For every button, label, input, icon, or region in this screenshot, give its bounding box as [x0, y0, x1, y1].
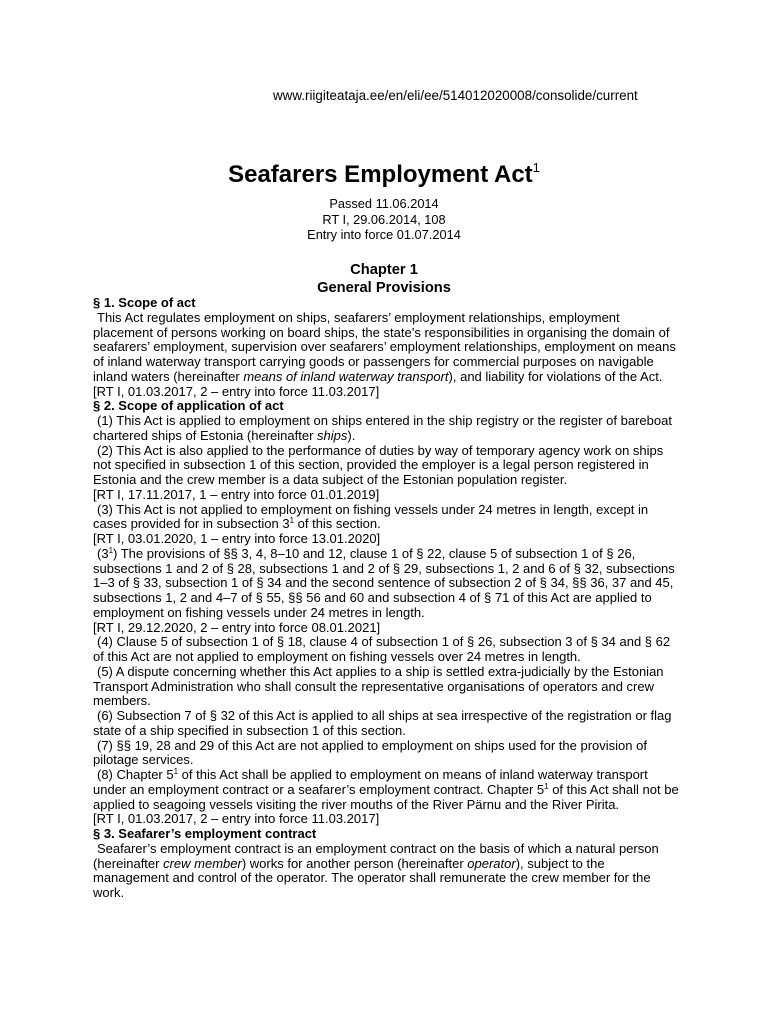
subsection-4: (4) Clause 5 of subsection 1 of § 18, clause 4 of subsection 1 of § 26, subsection 3 of § 34 and § 62 of this Act are not applied to employment on fishing vessels over 24 metres in length.	[93, 634, 671, 664]
amendment-note: [RT I, 01.03.2017, 2 – entry into force 11.03.2017]	[93, 383, 380, 399]
subsection-7: (7) §§ 19, 28 and 29 of this Act are not applied to employment on ships used for the provision of pilotage services.	[93, 737, 647, 768]
document-meta	[0, 196, 768, 243]
subsection-3: (3) This Act is not applied to employment on fishing vessels under 24 metres in length, except in cases provided for in subsection $3^1$ of this section.	[93, 501, 649, 532]
chapter-number: Chapter 1	[350, 262, 418, 278]
entry-into-force: Entry into force 01.07.2014	[307, 227, 461, 242]
section-1-heading: § 1. Scope of act	[93, 295, 196, 310]
source-url[interactable]: www.riigiteataja.ee/en/eli/ee/514012020008/consolide/current	[273, 88, 638, 103]
chapter-heading	[0, 261, 768, 297]
amendment-note: [RT I, 17.11.2017, 1 – entry into force 01.01.2019]	[93, 486, 380, 502]
section-2-heading: § 2. Scope of application of act	[93, 398, 284, 414]
subsection-3-1: $(3^1)$ The provisions of §§ 3, 4, 8–10 and 12, clause 1 of § 22, clause 5 of subsection 1 of § 26, subsections 1 and 2 of § 28, subsections 1 and 2 of § 29, subsections 1, 2 and 6 of § 32, subsections 1–3 of § 33, subsection 1 of § 34 and the second sentence of subsection 2 of § 34, §§ 36, 37 and 45, subsections 1, 2 and 4–7 of § 55, §§ 56 and 60 and subsection 4 of § 71 of this Act are applied to employment on fishing vessels under 24 metres in length.	[93, 545, 675, 620]
subsection-6: (6) Subsection 7 of § 32 of this Act is applied to all ships at sea irrespective of the registration or flag state of a ship specified in subsection 1 of this section.	[93, 708, 672, 738]
title-footnote-mark: 1	[532, 160, 540, 175]
subsection-5: (5) A dispute concerning whether this Act applies to a ship is settled extra-judicially by the Estonian Transport Administration who shall consult the representative organisations of operators and crew members.	[93, 663, 664, 709]
document-title	[0, 159, 768, 191]
section-3-heading: § 3. Seafarer’s employment contract	[93, 826, 317, 841]
passed-date: Passed 11.06.2014	[329, 196, 439, 211]
amendment-note: [RT I, 03.01.2020, 1 – entry into force 13.01.2020]	[93, 531, 381, 546]
section-1-body: This Act regulates employment on ships, seafarers’ employment relationships, employment placement of persons working on board ships, the state’s responsibilities in organising the domain of seafarers’ employment, supervision over seafarers’ employment relationships, employment on means of inland waterway transport carrying goods or passengers for commercial purposes on navigable inland waters (hereinafter means of inland waterway transport), and liability for violations of the Act.	[93, 309, 676, 384]
document-body	[93, 296, 683, 901]
subsection-2: (2) This Act is also applied to the performance of duties by way of temporary agency work on ships not specified in subsection 1 of this section, provided the employer is a legal person registered in Estonia and the crew member is a data subject of the Estonian population register.	[93, 442, 664, 487]
amendment-note: [RT I, 01.03.2017, 2 – entry into force 11.03.2017]	[93, 811, 380, 827]
title-text: Seafarers Employment Act	[228, 161, 533, 188]
subsection-1: (1) This Act is applied to employment on ships entered in the ship registry or the register of bareboat chartered ships of Estonia (hereinafter ships).	[93, 413, 672, 443]
section-3-body: Seafarer’s employment contract is an employment contract on the basis of which a natural person (hereinafter crew member) works for another person (hereinafter operator), subject to the management and control of the operator. The operator shall remunerate the crew member for the work.	[93, 840, 659, 900]
publication-reference: RT I, 29.06.2014, 108	[322, 211, 446, 227]
subsection-8: (8) Chapter $5^1$ of this Act shall be applied to employment on means of inland waterway transport under an employment contract or a seafarer’s employment contract. Chapter $5^1$ of this Act shall not be applied to seagoing vessels visiting the river mouths of the River Pärnu and the River Pirita.	[93, 767, 679, 812]
chapter-name: General Provisions	[317, 280, 451, 296]
amendment-note: [RT I, 29.12.2020, 2 – entry into force 08.01.2021]	[93, 619, 381, 635]
